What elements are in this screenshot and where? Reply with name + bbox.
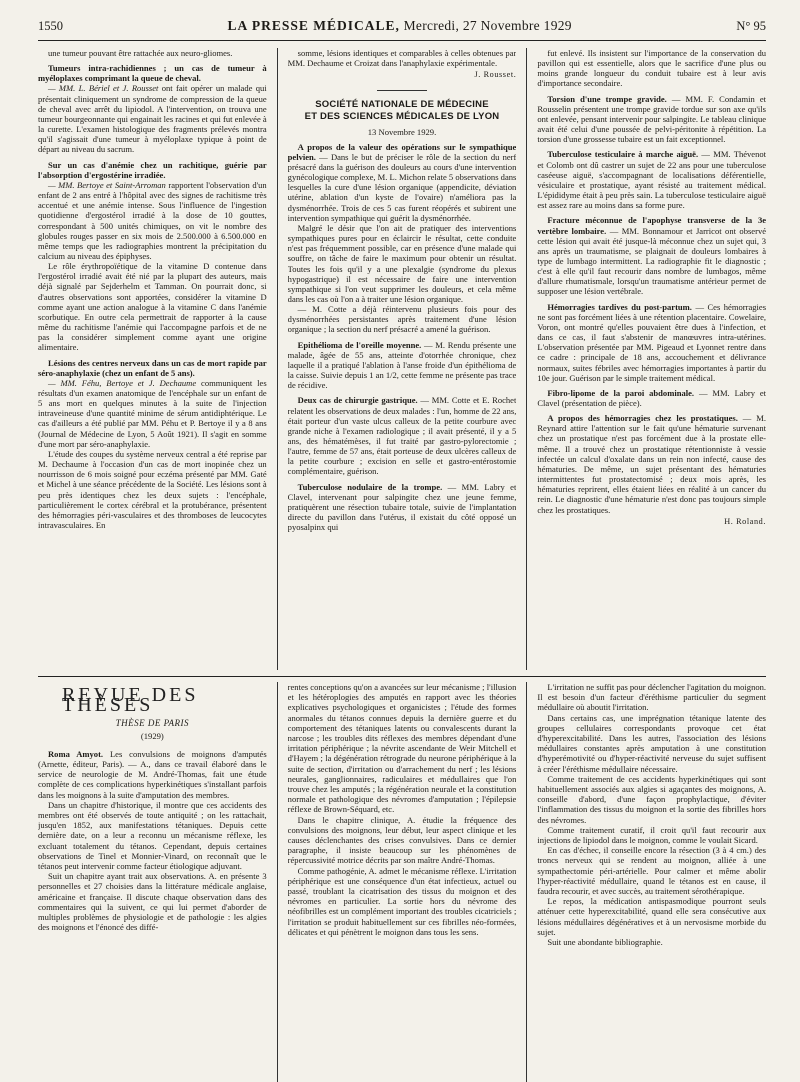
society-heading — [288, 99, 517, 123]
article-text: rapportent l'observation d'un enfant de 2 ans entré à l'hôpital avec des signes de rachitisme très accentué et une anémie intense. Sous l'influence de l'ingestion quotidienne d'ergostérol irradié à la dose de 10 gouttes, correspondant à 500 unités chimiques, on vit le nombre des globules rouges passer en six mois de 2.500.000 à 6.500.000 en même temps que les radiographies montrent la précipitation du calcium au niveau des épiphyses. — [38, 179, 267, 261]
article-body — [38, 83, 267, 154]
article-body — [537, 413, 766, 515]
article-authors: — MM. L. Bériel et J. Rousset — [48, 83, 159, 94]
column-2 — [288, 48, 517, 670]
article-body — [537, 215, 766, 296]
column-divider — [277, 48, 278, 670]
paragraph: L'irritation ne suffit pas pour déclencher l'agitation du moignon. Il est besoin d'un facteur d'éréthisme particulier du segment médullaire où aboutit l'irritation. — [537, 682, 766, 713]
thesis-review-section — [38, 682, 766, 1082]
article-title: Tuberculose nodulaire de la trompe. — [297, 481, 443, 492]
paragraph: Suit une abondante bibliographie. — [547, 937, 663, 948]
column-divider — [526, 682, 527, 1082]
paragraph: rentes conceptions qu'on a avancées sur leur mécanisme ; l'illusion et les hétéroplogies des amputés en rapport avec les théories explicatives psychologiques et organicistes ; l'étude des formes anormales du tétanos connues depuis la dernière guerre et du comportement des tétaniques latents ou convalescents durant la narcose ; les troubles dits réflexes des membres dépendant d'une irritation périphérique ; la névrite ascendante de Weir Mitchell et d'Hayem ; la dégénération rétrograde du neurone périphérique à la suite de section, d'irritation ou d'arrachement du nerf ; les lésions neurales, ganglionnaires, radiculaires et médullaires que l'on trouve chez les amputés ; la régénération neurale et la constitution normale et pathologique des névromes d'amputation ; l'épilepsie réflexe de Brown-Séquard, etc. — [287, 682, 517, 815]
article-text: — MM. Labry et Clavel (présentation de pièce). — [537, 387, 766, 408]
section-subtitle: THÈSE DE PARIS — [115, 718, 189, 729]
section-rule — [38, 676, 766, 677]
article-title: Torsion d'une trompe gravide. — [547, 93, 667, 104]
session-date: 13 Novembre 1929. — [367, 127, 437, 138]
article-body — [288, 482, 517, 533]
article-title: Sur un cas d'anémie chez un rachitique, guérie par l'absorption d'ergostérine irradiée. — [38, 159, 267, 180]
signature: H. Roland. — [724, 516, 766, 526]
page-header — [38, 18, 766, 38]
paragraph: Comme traitement de ces accidents hyperkinétiques qui sont habituellement associés aux algies si agaçantes des moignons, A. conseille d'abord, d'une façon prophylactique, d'éviter l'inflammation des tissus du moignon et la sortie des fibrilles hors des névromes. — [537, 773, 766, 825]
paragraph: En cas d'échec, il conseille encore la résection (3 à 4 cm.) des troncs nerveux qui se rendent au moignon, alliée à une sympathectomie péri-artérielle. Pour calmer et même abolir l'hyper-réactivité médullaire, quand le tétanos est en cause, il faudra recourir, et avec succès, au traitement sérothérapique. — [537, 845, 766, 897]
paragraph: Suit un chapitre ayant trait aux observations. A. en présente 3 personnelles et 27 choisies dans la littérature médicale anglaise, américaine et française. Il discute chaque observation dans des commentaires qui la suivent, ce qui lui permet d'aborder de multiples problèmes de physiologie et de pathologie : les algies des moignons et l'énoncé des diffé- — [38, 871, 267, 933]
thesis-text: Les convulsions de moignons d'amputés (Arnette, éditeur, Paris). — A., dans ce travail élaboré dans le service de neurologie de M. André-Thomas, fait une étude complète de ces complications hyperkinétiques s'installant parfois dans les moignons à la suite d'amputation des membres. — [38, 748, 267, 800]
paragraph: — M. Cotte a déjà réintervenu plusieurs fois pour des dysménorrhées persistantes après traitement d'une lésion organique ; la section du nerf présacré a amené la guérison. — [287, 304, 517, 335]
article-text: communiquent les résultats d'un examen anatomique de l'encéphale sur un enfant de 5 ans mort en quelques minutes à la suite de l'injection intraveineuse d'une quantité minime de sérum antidiphtérique. Le cas d'ailleurs a été publié par MM. Péhu et P. Bertoye il y a 8 ans (Journal de Médecine de Lyon, 5 Août 1921). Il s'agit en somme d'une mort par séro-anaphylaxie. — [38, 377, 267, 449]
article-text: — MM. Cotte et E. Rochet relatent les observations de deux malades : l'un, homme de 22 ans, était porteur d'un vaste ulcus calleux de la petite courbure avec grande niche à l'examen radiologique ; il avait présenté, il y a 5 ans, des hématémèses, il fut traité par gastro-pylorectomie ; l'autre, femme de 57 ans, était porteuse de deux ulcères calleux de la petite courbure ; excision en selle et gastro-entérostomie complémentaire, guérison. — [287, 395, 517, 477]
page-number: 1550 — [38, 19, 63, 33]
article-text: — MM. Bonnamour et Jarricot ont observé cette lésion qui avait été jusque-là méconnue chez un sujet qui, 3 ans après un traumatisme, se plaignait de douleurs lombaires à type de lumbago intermittent. La radiographie fit le diagnostic ; c'est à elle qu'il faut recourir dans nombre de lumbagos, même d'allure rhumatismale, lorsqu'un traumatisme antérieur permet de supposer une lésion vertébrale. — [537, 225, 766, 297]
paragraph: somme, lésions identiques et comparables à celles obtenues par MM. Dechaume et Croizat dans l'anaphylaxie expérimentale. — [287, 48, 517, 69]
article-body — [288, 142, 517, 223]
signature: J. Rousset. — [474, 70, 517, 80]
society-heading-line: ET DES SCIENCES MÉDICALES DE LYON — [304, 111, 500, 123]
article-text: — Ces hémorragies ne sont pas forcément liées à une rétention placentaire. Cowelaire, Voron, ont montré qu'elles pouvaient être dues à l'infection, et dans ce cas, il faut s'abstenir de manœuvres intra-utérines. L'observation présentée par MM. Pigeaud et Lyonnet rentre dans ce cadre : principale de 18 ans, accouchement et délivrance normaux, suites fébriles avec hémorragies importantes à partir du 10e jour. Guérison par le simple traitement médical. — [537, 301, 766, 383]
issue-date: Mercredi, 27 Novembre 1929 — [403, 18, 572, 33]
article-text: — M. Rendu présente une malade, âgée de 55 ans, atteinte d'otorrhée chronique, chez laquelle il a pratiqué l'ablation à l'anse froide d'un épithélioma de la caisse. Suivie depuis 1 an 1/2, cette femme ne présente pas trace de récidive. — [287, 339, 517, 391]
paragraph: Dans certains cas, une imprégnation tétanique latente des groupes cellulaires correspondants provoque cet état d'hyperexcitabilité. Dans les autres, l'association des lésions médullaires constantes après amputation à une constitution d'hyperémotivité ou d'hyper-réactivité nerveuse du sujet suffisent à créer l'éréthisme médullaire nécessaire. — [537, 712, 766, 774]
article-title: Deux cas de chirurgie gastrique. — [297, 395, 418, 406]
paragraph: une tumeur pouvant être rattachée aux neuro-gliomes. — [48, 48, 233, 58]
society-reports-section — [38, 48, 766, 670]
article-body — [537, 149, 766, 210]
article-title: A propos de la valeur des opérations sur le sympathique pelvien. — [287, 141, 517, 162]
journal-name: LA PRESSE MÉDICALE, — [227, 18, 400, 33]
article-text: ont fait opérer un malade qui présentait cliniquement un syndrome de compression de la queue de cheval avec arrêt du lipiodol. A l'intervention, on trouva une tumeur bourgeonnante qui engainait les racines et qui fut enlevée à la curette. L'examen histologique des fragments prélevés montra qu'il s'agissait d'une tumeur à myéloplaxe typique à point de départ au niveau du sacrum. — [38, 83, 267, 155]
paragraph: fut enlevé. Ils insistent sur l'importance de la conservation du pavillon qui est essentielle, alors que le sacrifice d'une plus ou moins grande longueur du conduit tubaire est à leur avis d'importance secondaire. — [537, 48, 766, 89]
thesis-author: Roma Amyot. — [48, 748, 104, 759]
article-text: — M. Reynard attire l'attention sur le fait qu'une hématurie survenant chez un prostatique n'est pas forcément due à la prostate elle-même. Il a trouvé chez un prostatique rétentionniste à vessie infectée un calcul d'oxalate dans un rein non infecté, cause des hématuries. De même, un sujet présentant des hématuries intermittentes fut prostatectomisé ; deux mois après, les hématuries reprirent, elles étaient liées en réalité à un cancer du rein. Le diagnostic d'une hématurie n'est donc pas toujours simple chez les prostatiques. — [537, 413, 766, 515]
article-text: — MM. Labry et Clavel, intervenant pour salpingite chez une jeune femme, pratiquèrent une résection tubaire totale, suivie de l'implantation directe du pavillon dans l'utérus, il existait du côté opposé un pyosalpinx qui — [287, 481, 517, 533]
thesis-entry — [38, 749, 267, 800]
article-title: Tuberculose testiculaire à marche aiguë. — [547, 149, 699, 160]
column-divider — [277, 682, 278, 1082]
article-body — [537, 302, 766, 383]
article-authors: — MM. Bertoye et Saint-Arroman — [48, 179, 166, 190]
article-authors: — MM. Féhu, Bertoye et J. Dechaume — [48, 377, 197, 388]
society-heading-line: SOCIÉTÉ NATIONALE DE MÉDECINE — [315, 99, 489, 111]
section-title: REVUE DES THÈSES — [62, 684, 199, 717]
column-divider — [526, 48, 527, 670]
paragraph: Malgré le désir que l'on ait de pratiquer des interventions sympathiques pures pour en éclaircir le résultat, cette conduite n'est pas fréquemment possible, car en présence d'une malade qui souffre, on tâche de faire le maximum pour obtenir un résultat. Toutes les fois qu'il y a une plexalgie (syndrome du plexus hypogastrique) il est nécessaire de faire une intervention sympathique si l'on veut supprimer les douleurs, et cela même dans les cas où l'on a à traiter une lésion organique. — [287, 222, 517, 304]
header-rule — [38, 40, 766, 41]
article-text: — MM. Thévenot et Colomb ont dû castrer un sujet de 22 ans pour une tuberculose caséeuse aiguë, s'accompagnant de localisations déférentielle, vésiculaire et prostatique, ayant résisté au traitement médical. L'épididyme était à peu près sain. La tuberculose testiculaire aiguë est assez rare au moins dans sa forme pure. — [537, 149, 766, 211]
paragraph: Le repos, la médication antispasmodique pourront seuls atténuer cette hyperexcitabilité, quand elle sera consécutive aux lésions médullaires dégénératives et à un nervosisme morbide du sujet. — [537, 896, 766, 937]
column-3 — [537, 48, 766, 670]
article-title: Hémorragies tardives du post-partum. — [547, 301, 692, 312]
article-text: — MM. F. Condamin et Rousselin présentent une trompe gravide tordue sur son axe qu'ils ont enlevée, pensant intervenir pour salpingite. Le tableau clinique avait été celui d'une poussée de pelvi-péritonite à répétition. La torsion d'une grossesse tubaire est un fait exceptionnel. — [537, 93, 766, 145]
article-body — [38, 180, 267, 261]
column-1 — [38, 48, 267, 670]
issue-number: N° 95 — [736, 19, 766, 33]
article-title: Tumeurs intra-rachidiennes ; un cas de tumeur à myéloplaxes comprimant la queue de cheval. — [38, 63, 267, 84]
section-divider — [377, 90, 427, 91]
paragraph: Comme traitement curatif, il croit qu'il faut recourir aux injections de lipiodol dans le moignon, comme le voulait Sicard. — [537, 824, 766, 846]
paragraph: L'étude des coupes du système nerveux central a été reprise par M. Dechaume à l'occasion d'un cas de mort inopinée chez un nourrisson de 6 mois soigné pour eczéma présenté par MM. Gaté et Michel à une séance précédente de la Société. Les lésions sont à peu près identiques chez les deux sujets : l'encéphale, particulièrement le cortex cérébral et la protubérance, présentent des hémorragies péri-vasculaires et des thromboses de leucocytes intravasculaires. En — [38, 448, 267, 531]
article-title: Epithélioma de l'oreille moyenne. — [297, 339, 422, 350]
article-body — [38, 378, 267, 449]
thesis-column-3 — [537, 682, 766, 1082]
article-title: Fracture méconnue de l'apophyse transverse de la 3e vertèbre lombaire. — [537, 215, 766, 236]
article-body — [288, 340, 517, 391]
article-title: Fibro-lipome de la paroi abdominale. — [547, 387, 695, 398]
article-body — [537, 94, 766, 145]
section-year: (1929) — [140, 730, 164, 741]
paragraph: Dans le chapitre clinique, A. étudie la fréquence des convulsions des moignons, leur début, leur aspect clinique et les causes déclenchantes des crises convulsives. Dans ce dernier paragraphe, il insiste beaucoup sur les phénomènes de répercussivité motrice décrits par son maître André-Thomas. — [287, 814, 517, 866]
paragraph: Le rôle érythropoïétique de la vitamine D contenue dans l'ergostérol irradié avait été nié par la plupart des auteurs, mais déjà signalé par Sejderhelm et Tamman. On pourrait donc, si d'autres observations sont apportées, considérer la vitamine D comme ayant une action analogue à la vitamine C dans l'anémie scorbutique. En outre cela permettrait de rapporter à la cause même du rachitisme l'anémie qui l'accompagne parfois et de ne pas la considérer simplement comme ayant une origine alimentaire. — [38, 261, 267, 353]
journal-title-line — [227, 18, 571, 34]
article-title: A propos des hémorragies chez les prostatiques. — [547, 413, 738, 424]
article-title: Lésions des centres nerveux dans un cas de mort rapide par séro-anaphylaxie (chez un enfant de 5 ans). — [38, 357, 267, 378]
paragraph: Dans un chapitre d'historique, il montre que ces accidents des membres ont été observés de toute antiquité ; on les rattachait, jusqu'en 1852, aux manifestations tétaniques. Depuis cette dernière date, on a leur a reconnu un mécanisme réflexe, les excluant totalement du tétanos. Cependant, depuis certaines observations de Tinel et Monnier-Vinard, on reconnaît que le tétanos peut intervenir comme facteur étiologique adjuvant. — [38, 799, 267, 872]
article-body — [537, 388, 766, 408]
article-text: — Dans le but de préciser le rôle de la section du nerf présacré dans la guérison des douleurs au cours d'une intervention gynécologique complexe, M. L. Michon relate 5 observations dans lesquelles la cure d'une lésion organique (appendicite, déviation utérine, ablation d'un kyste de l'ovaire) n'améliora pas la dysménorrhée. Trois de ces 5 cas furent réopérés et subirent une intervention sympathique qui guérit la dysménorrhée. — [287, 151, 517, 223]
paragraph: Comme pathogénie, A. admet le mécanisme réflexe. L'irritation périphérique est une conséquence d'un état infectieux, actuel ou passé, troublant la cicatrisation des tissus du moignon et des névromes en particulier. La sortie hors du névrome des néofibrilles est un complément important des troubles cicatriciels ; l'irritation se produit habituellement sur ces fibrilles néo-formées, délicates et qui pénètrent le moignon dans tous les sens. — [287, 865, 517, 937]
thesis-column-2 — [288, 682, 517, 1082]
article-body — [288, 395, 517, 476]
thesis-column-1 — [38, 682, 267, 1082]
